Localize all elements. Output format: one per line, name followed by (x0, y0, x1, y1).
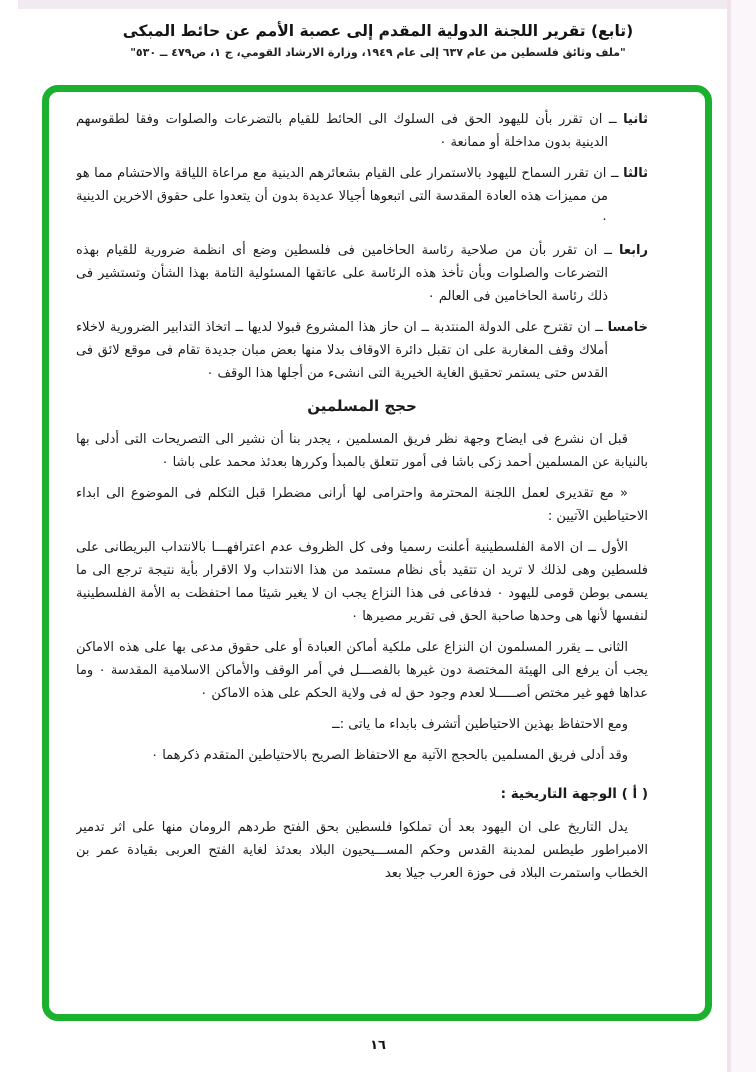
subheading-historical-aspect: ( أ ) الوجهة التاريخية : (500, 786, 648, 802)
document-body (76, 108, 648, 1008)
resolution-third-text: ــ ان تقرر السماح لليهود بالاستمرار على القيام بشعائرهم الدينية مع مراعاة اللياقة والاحتشام مما هو من مميزات هذه العادة المقدسة التى اتبعوها أجيالا عديدة بدون أن يتعدوا على حقوق الاخرين الدينية ٠ (76, 166, 619, 227)
resolution-item-fourth (76, 239, 648, 308)
page-number: ١٦ (370, 1038, 386, 1053)
scan-edge-right (727, 0, 731, 1072)
resolution-second-text: ــ ان تقرر بأن لليهود الحق فى السلوك الى الحائط للقيام بالتضرعات والصلوات وفقا لطقوسهم الدينية بدون مداخلة أو ممانعة ٠ (76, 112, 617, 150)
paragraph-quote-opening: « مع تقديرى لعمل اللجنة المحترمة واحترامى لها أرانى مضطرا قبل التكلم فى الموضوع الى ابداء الاحتياطين الآتيين : (76, 486, 648, 524)
paragraph-first-reservation: الأول ــ ان الامة الفلسطينية أعلنت رسميا وفى كل الظروف عدم اعترافهـــا بالانتداب البريطانى على فلسطين وهى لذلك لا تريد ان تتقيد بأى نظام مستمد من هذا الانتداب ولا الاقرار بأية نتيجة ترجع الى ما يسمى بوطن قومى لليهود ٠ فدفاعى فى هذا النزاع يجب ان لا يغير شيئا مما احتفظت به الأمة الفلسطينية لنفسها لأنها هى وحدها صاحبة الحق فى تقرير مصيرها ٠ (76, 540, 648, 624)
document-source-citation: "ملف وثائق فلسطين من عام ٦٣٧ إلى عام ١٩٤٩، وزارة الارشاد القومي، ج ١، ص٤٧٩ ــ ٥٣٠" (130, 46, 626, 59)
document-title: (تابع) تقرير اللجنة الدولية المقدم إلى عصبة الأمم عن حائط المبكى (122, 22, 634, 40)
document-header (40, 20, 716, 59)
resolution-item-fifth (76, 316, 648, 385)
paragraph-intro-statements: قبل ان نشرع فى ايضاح وجهة نظر فريق المسلمين ، يجدر بنا أن نشير الى التصريحات التى أدلى بها بالنيابة عن المسلمين أحمد زكى باشا فى أمور تتعلق بالمبدأ وكررها بعدئذ محمد على باشا ٠ (76, 432, 648, 470)
paragraph-second-reservation: الثانى ــ يقرر المسلمون ان النزاع على ملكية أماكن العبادة أو على حقوق مدعى بها على هذه الاماكن يجب أن يرفع الى الهيئة المختصة دون غيرها بالفصـــل في أمر الوقف والأماكن الاسلامية المقدسة ٠ وما عداها فهو غير مختص أصـــــلا لعدم وجود حق له فى ولاية الحكم على هذه الاماكن ٠ (76, 640, 648, 701)
resolution-fourth-label: رابعا (618, 243, 648, 258)
scan-edge-top (18, 0, 756, 9)
resolution-third-label: ثالثا (623, 166, 648, 181)
resolution-item-second (76, 108, 648, 154)
resolution-item-third (76, 162, 648, 231)
paragraph-historical-account: يدل التاريخ على ان اليهود بعد أن تملكوا فلسطين بحق الفتح طردهم الرومان منها على اثر تدمير الامبراطور طيطس لمدينة القدس وحكم المســـيحيون البلاد بعدئذ لغاية الفتح العربى بقيادة عمر بن الخطاب واستمرت البلاد فى حوزة العرب جيلا بعد (76, 820, 648, 881)
section-heading-muslim-arguments: حجج المسلمين (307, 397, 417, 415)
scan-margin-right (731, 0, 756, 1072)
paragraph-arguments-presented: وقد أدلى فريق المسلمين بالحجج الآتية مع الاحتفاظ الصريح بالاحتياطين المتقدم ذكرهما ٠ (151, 748, 628, 763)
resolution-fourth-text: ــ ان تقرر بأن من صلاحية رئاسة الحاخامين فى فلسطين وضع أى انظمة ضرورية للقيام بهذه التضرعات والصلوات وبأن تأخذ هذه الرئاسة على عاتقها المسئولية التامة بهذا الشأن وتستشير فى ذلك رئاسة الحاخامين فى العالم ٠ (76, 243, 612, 304)
resolution-fifth-text: ــ ان تقترح على الدولة المنتدبة ــ ان حاز هذا المشروع قبولا لديها ــ اتخاذ التدابير الضرورية لاخلاء أملاك وقف المغاربة على ان تقبل دائرة الاوقاف بدلا منها بعض مبان جديدة تقام فى موقع لائق فى القدس حتى يستمر تحقيق الغاية الخيرية التى انشىء من أجلها هذا الوقف ٠ (76, 320, 608, 381)
resolution-fifth-label: خامسا (607, 320, 648, 335)
paragraph-with-reservations: ومع الاحتفاظ بهذين الاحتياطين أتشرف بابداء ما ياتى :ــ (332, 717, 628, 732)
resolution-second-label: ثانيا (623, 112, 648, 127)
